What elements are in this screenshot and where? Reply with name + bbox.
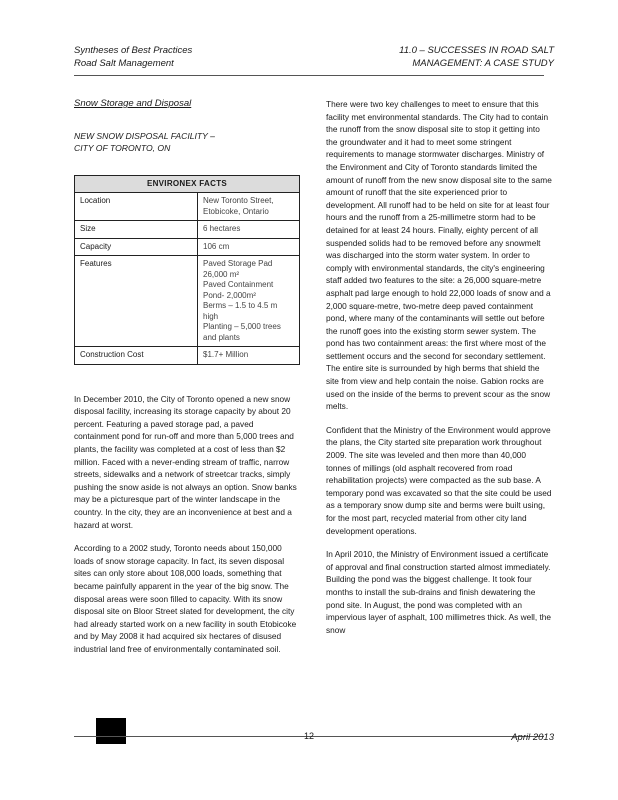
facts-value-line: Planting – 5,000 trees: [203, 322, 281, 332]
footer-date: April 2013: [511, 732, 554, 743]
facts-row: [75, 347, 300, 365]
section-title: Snow Storage and Disposal: [74, 98, 192, 109]
facts-row: [75, 238, 300, 256]
facts-value-line: high: [203, 311, 219, 321]
facility-title: [74, 130, 300, 154]
facts-value-line: Paved Containment: [203, 280, 274, 290]
facts-value: [198, 256, 300, 347]
facts-label: Location: [75, 193, 198, 221]
header-right-line2: MANAGEMENT: A CASE STUDY: [412, 58, 554, 69]
body-paragraph: In December 2010, the City of Toronto opened a new snow disposal facility, increasing its storage capacity by about 20 percent. Featuring a paved storage pad, a paved containment pond for run-off and more than 5,000 trees and plants, the facility was completed at a cost of less than $2 million. Faced with a never-ending stream of traffic, narrow streets, sidewalks and a network of streetcar tracks, simply pushing the snow aside is not always an option. Snow banks may be a picturesque part of the winter landscape in the country. In the city, they are an inconvenience at best and a hazard at worst.: [74, 393, 297, 530]
left-body-text: [74, 393, 300, 656]
facts-value-line: 106 cm: [203, 241, 230, 251]
facts-label: Features: [75, 256, 198, 347]
body-paragraph: Confident that the Ministry of the Environment would approve the plans, the City started site preparation work throughout 2009. The site was leveled and then more than 40,000 tonnes of millings (old asphalt recovered from road rehabilitation projects) were compacted as the sub base. A temporary pond was excavated so that the site could be used as a temporary snow dump site and berms were built using, for the most part, recycled material from other city land development operations.: [326, 424, 552, 536]
header-left-line2: Road Salt Management: [74, 58, 174, 69]
facts-table: [74, 175, 300, 365]
body-paragraph: In April 2010, the Ministry of Environment issued a certificate of approval and final construction started almost immediately. Building the pond was the biggest challenge. It took four months to install the sub-drains and finish dewatering the pond site. In August, the pond was completed with an impervious layer of asphalt, 100 millimetres thick. As well, the snow: [326, 549, 552, 635]
facts-table-heading: ENVIRONEX FACTS: [75, 175, 300, 193]
facts-value-line: 26,000 m²: [203, 269, 240, 279]
facts-label: Construction Cost: [75, 347, 198, 365]
facts-value-line: $1.7+ Million: [203, 350, 249, 360]
facts-value: [198, 221, 300, 239]
facts-value-line: Pond- 2,000m²: [203, 290, 256, 300]
header-right-line1: 11.0 – SUCCESSES IN ROAD SALT: [399, 45, 554, 56]
body-paragraph: According to a 2002 study, Toronto needs about 150,000 loads of snow storage capacity. In fact, its seven disposal sites can only store about 108,000 loads, something that became painfully apparent in the year of the big snow. The disposal areas were soon filled to capacity. With its snow disposal site on Bloor Street slated for development, the city had already started work on a new facility in south Etobicoke and by May 2008 it had acquired six hectares of disused industrial land free of environmentally contaminated soil.: [74, 543, 297, 654]
header-divider: [74, 75, 544, 76]
facts-table-body: [75, 193, 300, 365]
facts-value-line: Etobicoke, Ontario: [203, 206, 269, 216]
facts-value: [198, 238, 300, 256]
facility-title-line1: NEW SNOW DISPOSAL FACILITY –: [74, 130, 215, 141]
facts-label: Capacity: [75, 238, 198, 256]
facts-label: Size: [75, 221, 198, 239]
facts-value-line: Paved Storage Pad: [203, 259, 273, 269]
facts-value: [198, 347, 300, 365]
facts-value-line: and plants: [203, 332, 240, 342]
right-body-text: [326, 98, 552, 636]
facts-value-line: New Toronto Street,: [203, 196, 274, 206]
facts-value-line: 6 hectares: [203, 224, 241, 234]
header-left-line1: Syntheses of Best Practices: [74, 45, 193, 56]
page-number: 12: [303, 731, 314, 741]
running-header-right: [399, 44, 554, 70]
facts-row: [75, 221, 300, 239]
running-header-left: [74, 44, 192, 70]
facility-title-line2: CITY OF TORONTO, ON: [74, 142, 171, 153]
left-column: [74, 98, 300, 666]
facts-value: [198, 193, 300, 221]
right-column: [326, 98, 552, 647]
facts-row: [75, 256, 300, 347]
facts-value-line: Berms – 1.5 to 4.5 m: [203, 301, 278, 311]
facts-row: [75, 193, 300, 221]
body-paragraph: There were two key challenges to meet to ensure that this facility met environmental standards. The City had to contain the runoff from the snow disposal site to stop it getting into the groundwater and it had to meet some stringent requirements to manage stormwater discharges. Ministry of the Environment and City of Toronto standards limited the amount of runoff from the new snow disposal site to the same amount of runoff that the site experienced prior to development. All runoff had to be held on site for at least four hours and the runoff from a 25-millimetre storm had to be detained for at least 24 hours. Finally, eighty percent of all suspended solids had to be removed before any snowmelt was discharged into the storm water system. In order to comply with environmental standards, the city's engineering staff added two features to the site: a 26,000 square-metre asphalt pad large enough to hold 22,000 loads of snow and a 2,000 square-metre, two-metre deep paved containment pond, where many of the contaminants will settle out before the runoff goes into the existing storm sewer system. The pond has two containment areas: the first where most of the settlement occurs and the second for secondary settlement. The entire site is surrounded by high berms that shield the site from view and help contain the noise. Gabion rocks are used on the inside of the berms to prevent scour as the snow melts.: [326, 99, 552, 412]
